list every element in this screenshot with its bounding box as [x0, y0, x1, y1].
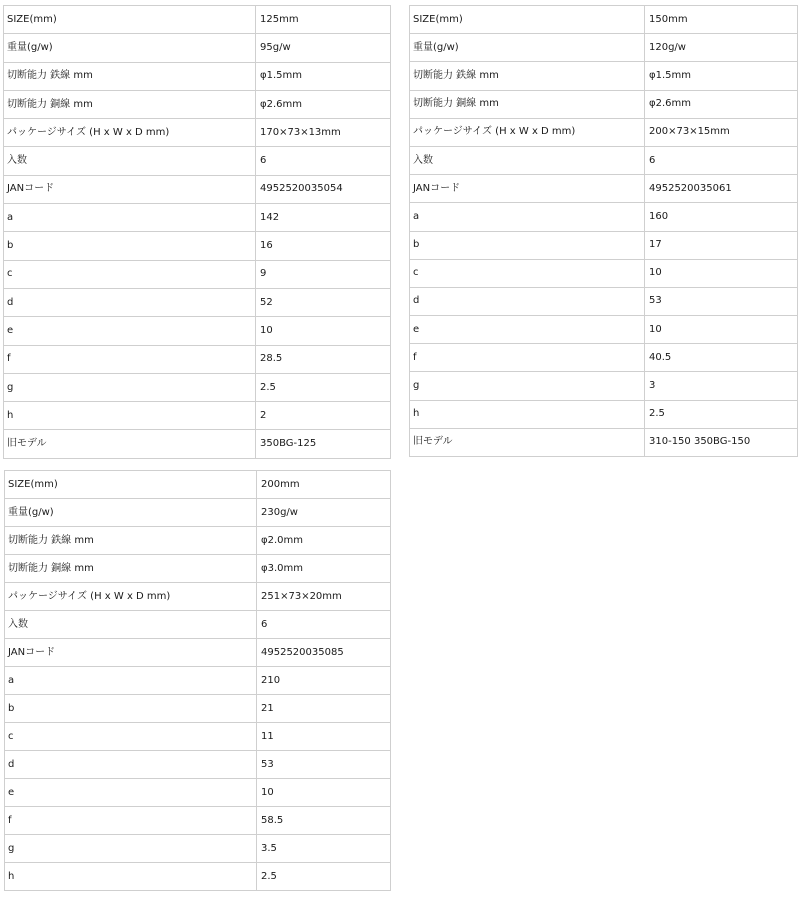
- table-row: [410, 6, 798, 34]
- row-value: 28.5: [256, 345, 391, 373]
- table-row: [5, 527, 391, 555]
- row-label: 切断能力 鉄線 mm: [410, 62, 645, 90]
- row-value: 10: [256, 317, 391, 345]
- table-row: [410, 62, 798, 90]
- row-label: a: [5, 667, 257, 695]
- row-value: 142: [256, 204, 391, 232]
- row-value: φ1.5mm: [256, 62, 391, 90]
- row-label: f: [5, 807, 257, 835]
- table-row: [5, 639, 391, 667]
- table-row: [4, 288, 391, 316]
- row-value: 40.5: [645, 344, 798, 372]
- row-label: SIZE(mm): [410, 6, 645, 34]
- row-label: c: [5, 723, 257, 751]
- row-value: 6: [256, 147, 391, 175]
- row-value: 2.5: [257, 863, 391, 891]
- row-label: JANコード: [4, 175, 256, 203]
- row-value: 10: [645, 259, 798, 287]
- spec-table-200mm: [4, 470, 391, 891]
- row-label: 重量(g/w): [5, 499, 257, 527]
- row-label: JANコード: [5, 639, 257, 667]
- table-row: [5, 471, 391, 499]
- table-row: [410, 231, 798, 259]
- table-row: [5, 583, 391, 611]
- row-value: 3.5: [257, 835, 391, 863]
- row-value: 125mm: [256, 6, 391, 34]
- table-row: [4, 345, 391, 373]
- row-label: パッケージサイズ (H x W x D mm): [4, 119, 256, 147]
- row-value: 251×73×20mm: [257, 583, 391, 611]
- row-label: SIZE(mm): [5, 471, 257, 499]
- row-value: 10: [645, 316, 798, 344]
- row-value: φ3.0mm: [257, 555, 391, 583]
- row-value: 3: [645, 372, 798, 400]
- table-row: [5, 499, 391, 527]
- row-value: 6: [645, 146, 798, 174]
- row-value: φ1.5mm: [645, 62, 798, 90]
- row-label: f: [4, 345, 256, 373]
- row-label: 重量(g/w): [410, 34, 645, 62]
- row-value: 21: [257, 695, 391, 723]
- row-value: 2.5: [256, 373, 391, 401]
- table-row: [410, 203, 798, 231]
- row-label: g: [410, 372, 645, 400]
- row-value: 160: [645, 203, 798, 231]
- row-value: 10: [257, 779, 391, 807]
- row-value: 9: [256, 260, 391, 288]
- row-label: h: [410, 400, 645, 428]
- row-label: g: [4, 373, 256, 401]
- row-value: 6: [257, 611, 391, 639]
- table-row: [4, 373, 391, 401]
- row-label: b: [4, 232, 256, 260]
- table-row: [5, 835, 391, 863]
- row-label: a: [4, 204, 256, 232]
- row-value: 4952520035085: [257, 639, 391, 667]
- table-row: [4, 34, 391, 62]
- row-label: 入数: [5, 611, 257, 639]
- table-row: [410, 175, 798, 203]
- table-row: [4, 119, 391, 147]
- row-label: 入数: [4, 147, 256, 175]
- table-row: [5, 779, 391, 807]
- table-row: [4, 402, 391, 430]
- table-row: [5, 555, 391, 583]
- table-row: [5, 695, 391, 723]
- table-row: [4, 90, 391, 118]
- row-label: d: [410, 287, 645, 315]
- row-label: h: [4, 402, 256, 430]
- table-row: [410, 287, 798, 315]
- table-row: [410, 344, 798, 372]
- table-row: [410, 90, 798, 118]
- row-value: φ2.0mm: [257, 527, 391, 555]
- table-row: [4, 317, 391, 345]
- spec-table-125mm: [3, 5, 391, 459]
- row-label: c: [4, 260, 256, 288]
- row-value: 95g/w: [256, 34, 391, 62]
- row-value: φ2.6mm: [256, 90, 391, 118]
- row-label: e: [5, 779, 257, 807]
- row-value: 210: [257, 667, 391, 695]
- table-row: [5, 611, 391, 639]
- table-row: [4, 62, 391, 90]
- table-row: [5, 751, 391, 779]
- table-row: [5, 863, 391, 891]
- spec-table-150mm: [409, 5, 798, 457]
- table-row: [410, 146, 798, 174]
- row-label: 切断能力 鉄線 mm: [4, 62, 256, 90]
- table-row: [4, 147, 391, 175]
- row-label: e: [4, 317, 256, 345]
- row-label: 旧モデル: [4, 430, 256, 458]
- row-value: 150mm: [645, 6, 798, 34]
- table-row: [410, 118, 798, 146]
- row-label: d: [5, 751, 257, 779]
- table-row: [4, 232, 391, 260]
- row-value: 4952520035061: [645, 175, 798, 203]
- row-value: 170×73×13mm: [256, 119, 391, 147]
- row-value: 53: [645, 287, 798, 315]
- table-row: [4, 260, 391, 288]
- row-label: 切断能力 銅線 mm: [4, 90, 256, 118]
- row-label: 切断能力 銅線 mm: [410, 90, 645, 118]
- row-value: 11: [257, 723, 391, 751]
- row-label: d: [4, 288, 256, 316]
- row-label: g: [5, 835, 257, 863]
- table-row: [410, 428, 798, 456]
- row-label: e: [410, 316, 645, 344]
- row-value: 2.5: [645, 400, 798, 428]
- row-label: JANコード: [410, 175, 645, 203]
- table-row: [410, 34, 798, 62]
- table-row: [410, 259, 798, 287]
- row-label: b: [5, 695, 257, 723]
- row-value: 230g/w: [257, 499, 391, 527]
- table-row: [4, 6, 391, 34]
- table-row: [410, 372, 798, 400]
- table-row: [5, 723, 391, 751]
- row-label: 切断能力 銅線 mm: [5, 555, 257, 583]
- row-label: 旧モデル: [410, 428, 645, 456]
- table-row: [4, 430, 391, 458]
- row-value: 2: [256, 402, 391, 430]
- row-label: h: [5, 863, 257, 891]
- row-value: 58.5: [257, 807, 391, 835]
- row-label: c: [410, 259, 645, 287]
- row-label: 重量(g/w): [4, 34, 256, 62]
- row-label: パッケージサイズ (H x W x D mm): [5, 583, 257, 611]
- table-row: [410, 400, 798, 428]
- row-label: 切断能力 鉄線 mm: [5, 527, 257, 555]
- row-value: 17: [645, 231, 798, 259]
- row-value: 52: [256, 288, 391, 316]
- table-row: [5, 667, 391, 695]
- row-value: 4952520035054: [256, 175, 391, 203]
- row-value: 310-150 350BG-150: [645, 428, 798, 456]
- row-value: 350BG-125: [256, 430, 391, 458]
- table-row: [4, 175, 391, 203]
- row-value: 200mm: [257, 471, 391, 499]
- table-row: [410, 316, 798, 344]
- table-row: [4, 204, 391, 232]
- row-label: SIZE(mm): [4, 6, 256, 34]
- row-value: 53: [257, 751, 391, 779]
- row-value: 200×73×15mm: [645, 118, 798, 146]
- row-label: f: [410, 344, 645, 372]
- row-label: パッケージサイズ (H x W x D mm): [410, 118, 645, 146]
- row-label: 入数: [410, 146, 645, 174]
- row-value: 120g/w: [645, 34, 798, 62]
- row-label: b: [410, 231, 645, 259]
- table-row: [5, 807, 391, 835]
- row-label: a: [410, 203, 645, 231]
- row-value: 16: [256, 232, 391, 260]
- row-value: φ2.6mm: [645, 90, 798, 118]
